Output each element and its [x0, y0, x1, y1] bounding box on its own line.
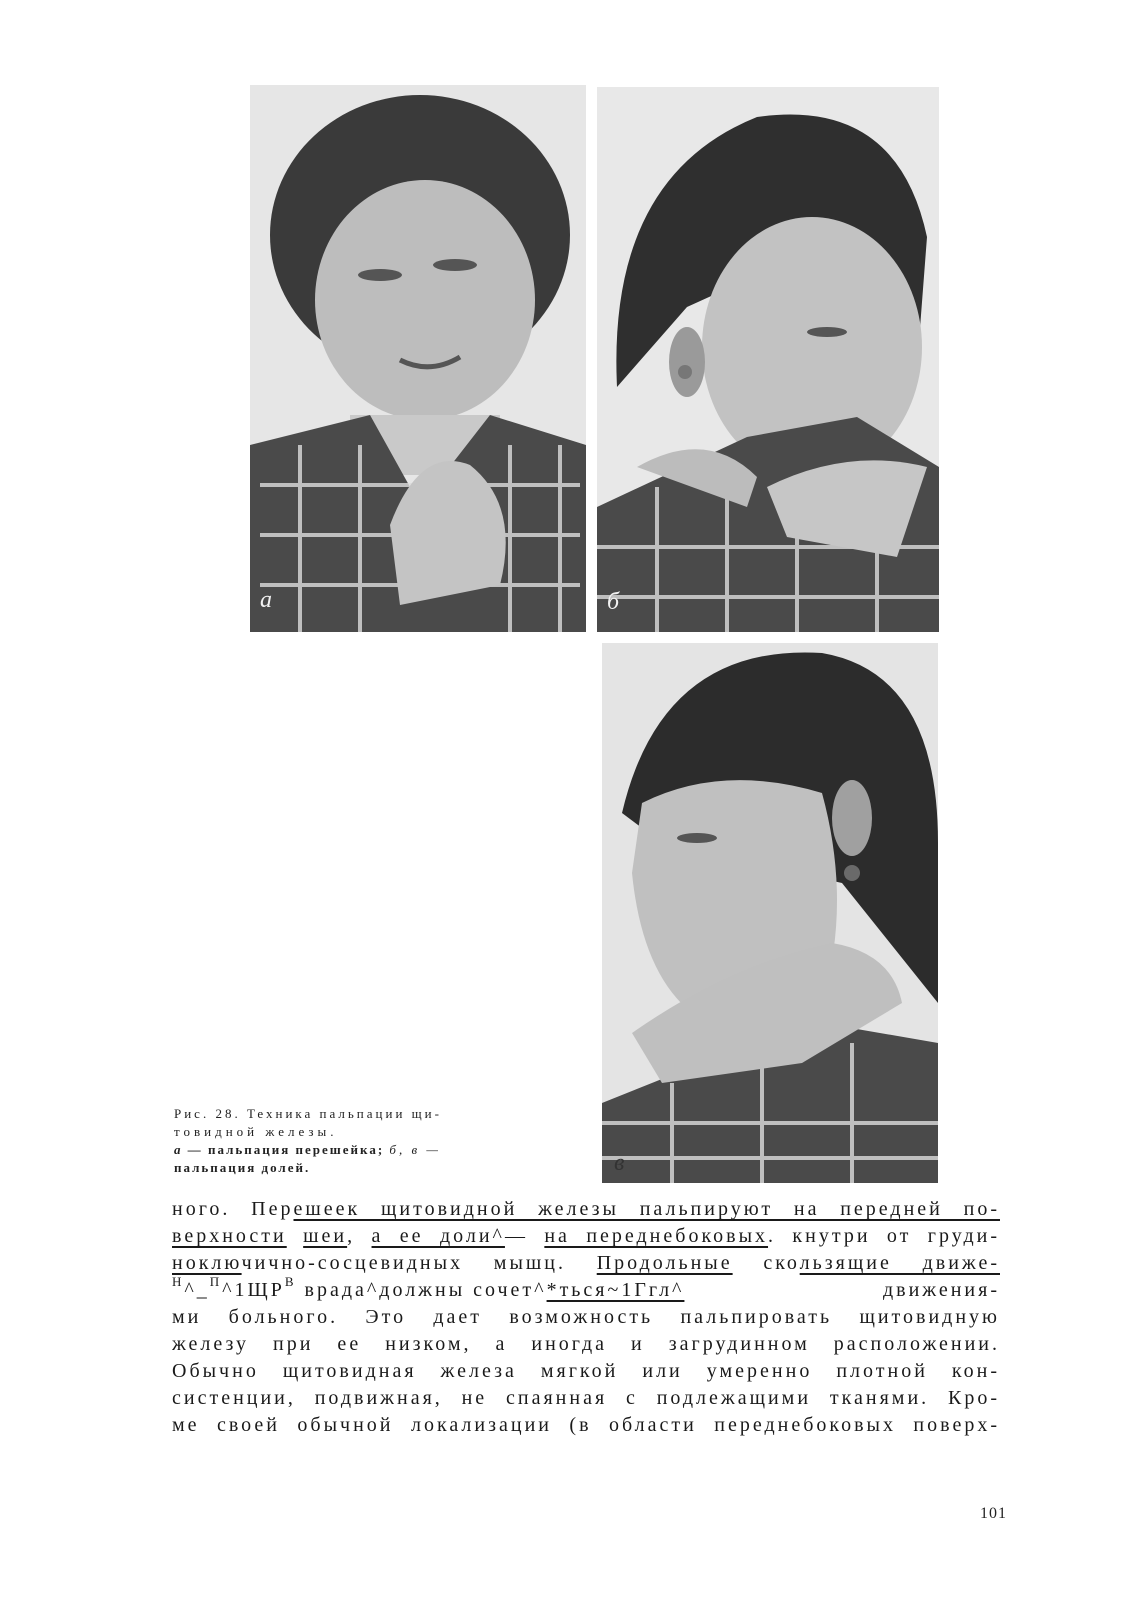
text-segment-underlined: льзящие движе- — [799, 1252, 1000, 1274]
text-segment-underlined: верхности — [172, 1225, 287, 1247]
text-line-8: систенции, подвижная, не спаянная с подлежащими тканями. Кро- — [172, 1387, 1000, 1409]
text-line-3 — [172, 1250, 1000, 1277]
text-line-5: ми больного. Это дает возможность пальпировать щитовидную — [172, 1306, 1000, 1328]
photo-c-label: в — [614, 1150, 625, 1176]
body-text — [172, 1196, 1000, 1439]
caption-bv-dash: б, в — — [389, 1142, 441, 1157]
text-segment: . кнутри от груди- — [768, 1225, 1000, 1247]
page-number: 101 — [980, 1505, 1007, 1522]
text-segment: движения- — [882, 1279, 1000, 1301]
photo-c-image — [602, 643, 938, 1183]
text-line-9: ме своей обычной локализации (в области переднебоковых поверх- — [172, 1414, 1000, 1436]
text-segment: В — [284, 1274, 297, 1289]
text-segment — [287, 1225, 303, 1247]
caption-a-dash: а — — [174, 1142, 203, 1157]
text-segment: чично-сосцевидных мышц. — [241, 1252, 597, 1274]
figure-caption — [174, 1105, 504, 1177]
text-segment-underlined: на переднебоковых — [544, 1225, 769, 1247]
text-segment: ско — [732, 1252, 800, 1274]
text-segment: — — [504, 1225, 545, 1247]
photo-c — [602, 643, 938, 1183]
caption-line-1: Рис. 28. Техника пальпации щи- — [174, 1106, 442, 1121]
text-segment-underlined: Продольные — [596, 1252, 733, 1274]
text-segment: Н — [172, 1274, 185, 1289]
text-segment-underlined: *ться~1Ггл^ — [546, 1279, 685, 1301]
text-segment: ного. Пер — [172, 1198, 294, 1220]
caption-line-4: пальпация долей. — [174, 1160, 311, 1175]
text-line-6: железу при ее низком, а иногда и загрудинном расположении. — [172, 1333, 1000, 1355]
caption-line-3 — [174, 1141, 504, 1159]
text-segment: , — [347, 1225, 372, 1247]
text-segment-underlined: ноклю — [172, 1252, 242, 1274]
photo-b-label: б — [607, 589, 620, 615]
text-segment-underlined: шеи — [303, 1225, 348, 1247]
photo-a-label: а — [260, 587, 272, 613]
caption-line-2: товидной железы. — [174, 1124, 338, 1139]
text-line-7: Обычно щитовидная железа мягкой или умеренно плотной кон- — [172, 1360, 1000, 1382]
text-segment: врада^должны сочет^ — [296, 1279, 547, 1301]
text-line-2 — [172, 1223, 1000, 1250]
photo-b-image — [597, 87, 939, 632]
photo-b — [597, 87, 939, 632]
text-line-1 — [172, 1196, 1000, 1223]
photo-a-image — [250, 85, 586, 632]
text-segment-underlined: ешеек щитовидной железы пальпируют на передней по- — [293, 1198, 1000, 1220]
text-line-4 — [172, 1274, 1000, 1304]
text-segment-underlined: а ее доли^ — [371, 1225, 505, 1247]
text-segment: ^1ЩР — [222, 1279, 285, 1301]
text-segment: ^_ — [184, 1279, 210, 1301]
text-segment: П — [209, 1274, 223, 1289]
photo-a — [250, 85, 586, 632]
caption-isthmus: пальпация перешейка; — [202, 1142, 390, 1157]
